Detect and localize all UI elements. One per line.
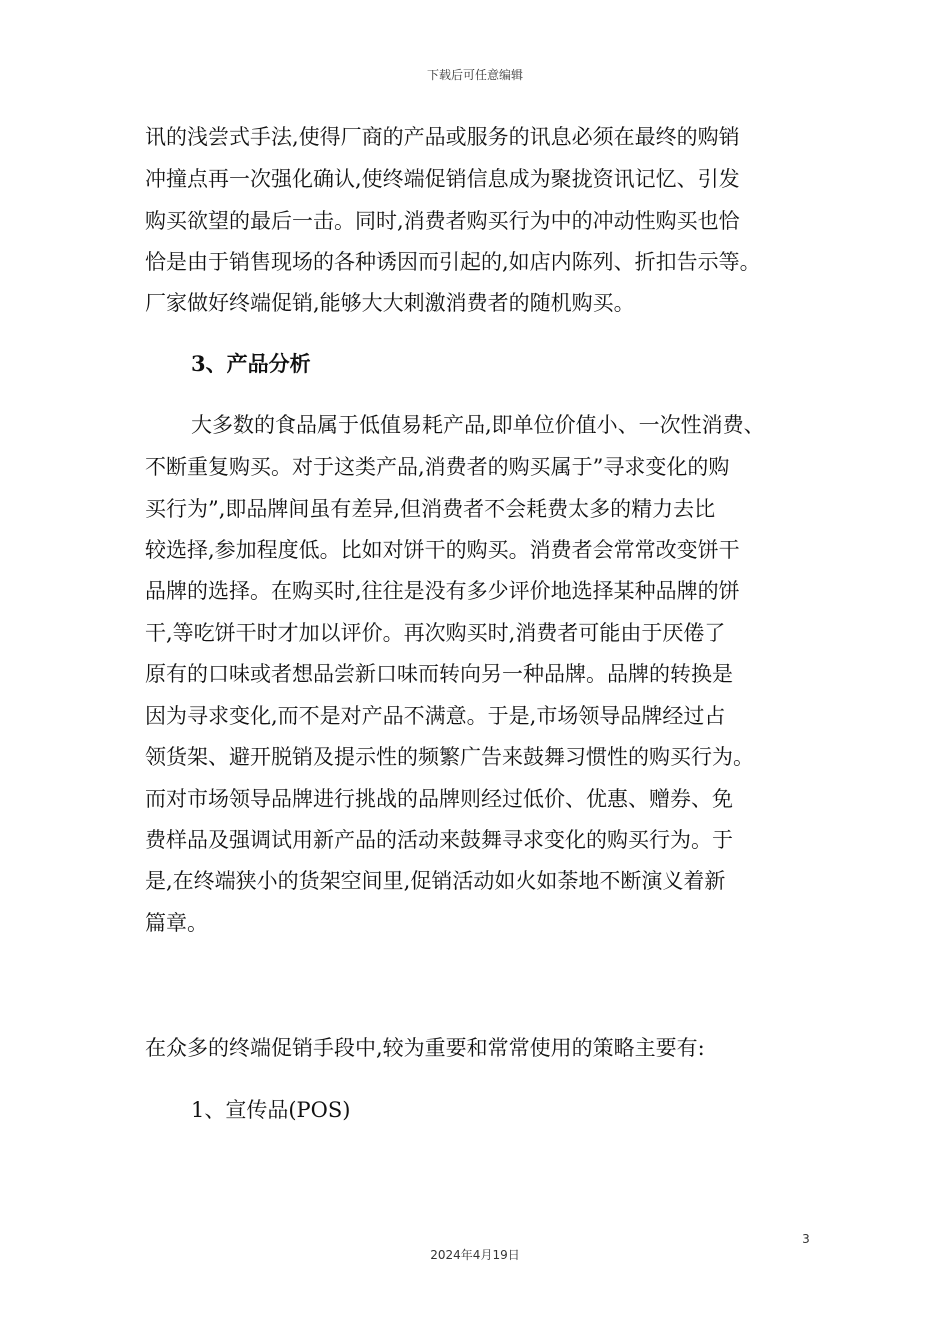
paragraph-line: 干,等吃饼干时才加以评价。再次购买时,消费者可能由于厌倦了 bbox=[145, 621, 726, 645]
paragraph-line: 厂家做好终端促销,能够大大刺激消费者的随机购买。 bbox=[145, 291, 635, 315]
paragraph-line: 而对市场领导品牌进行挑战的品牌则经过低价、优惠、赠券、免 bbox=[145, 787, 733, 811]
paragraph-line: 冲撞点再一次强化确认,使终端促销信息成为聚拢资讯记忆、引发 bbox=[145, 167, 740, 191]
page-number: 3 bbox=[802, 1232, 810, 1246]
paragraph-line: 大多数的食品属于低值易耗产品,即单位价值小、一次性消费、 bbox=[191, 413, 765, 437]
paragraph-line: 讯的浅尝式手法,使得厂商的产品或服务的讯息必须在最终的购销 bbox=[145, 125, 740, 149]
paragraph-line: 费样品及强调试用新产品的活动来鼓舞寻求变化的购买行为。于 bbox=[145, 828, 733, 852]
page-header: 下载后可任意编辑 bbox=[426, 68, 523, 82]
paragraph-line: 是,在终端狭小的货架空间里,促销活动如火如荼地不断演义着新 bbox=[145, 869, 726, 893]
paragraph-line: 篇章。 bbox=[145, 911, 208, 935]
paragraph-line: 在众多的终端促销手段中,较为重要和常常使用的策略主要有: bbox=[145, 1036, 705, 1060]
paragraph-line: 购买欲望的最后一击。同时,消费者购买行为中的冲动性购买也恰 bbox=[145, 209, 740, 233]
paragraph-line: 买行为”,即品牌间虽有差异,但消费者不会耗费太多的精力去比 bbox=[145, 497, 716, 521]
paragraph-line: 品牌的选择。在购买时,往往是没有多少评价地选择某种品牌的饼 bbox=[145, 579, 740, 603]
page-footer-date: 2024年4月19日 bbox=[430, 1248, 520, 1262]
paragraph-line: 原有的口味或者想品尝新口味而转向另一种品牌。品牌的转换是 bbox=[145, 662, 733, 686]
paragraph-line: 不断重复购买。对于这类产品,消费者的购买属于”寻求变化的购 bbox=[145, 455, 730, 479]
section-heading: 3、产品分析 bbox=[191, 351, 311, 376]
list-item: 1、宣传品(POS) bbox=[191, 1098, 351, 1122]
paragraph-line: 较选择,参加程度低。比如对饼干的购买。消费者会常常改变饼干 bbox=[145, 538, 740, 562]
paragraph-line: 领货架、避开脱销及提示性的频繁广告来鼓舞习惯性的购买行为。 bbox=[145, 745, 754, 769]
paragraph-line: 因为寻求变化,而不是对产品不满意。于是,市场领导品牌经过占 bbox=[145, 704, 726, 728]
paragraph-line: 恰是由于销售现场的各种诱因而引起的,如店内陈列、折扣告示等。 bbox=[145, 250, 761, 274]
